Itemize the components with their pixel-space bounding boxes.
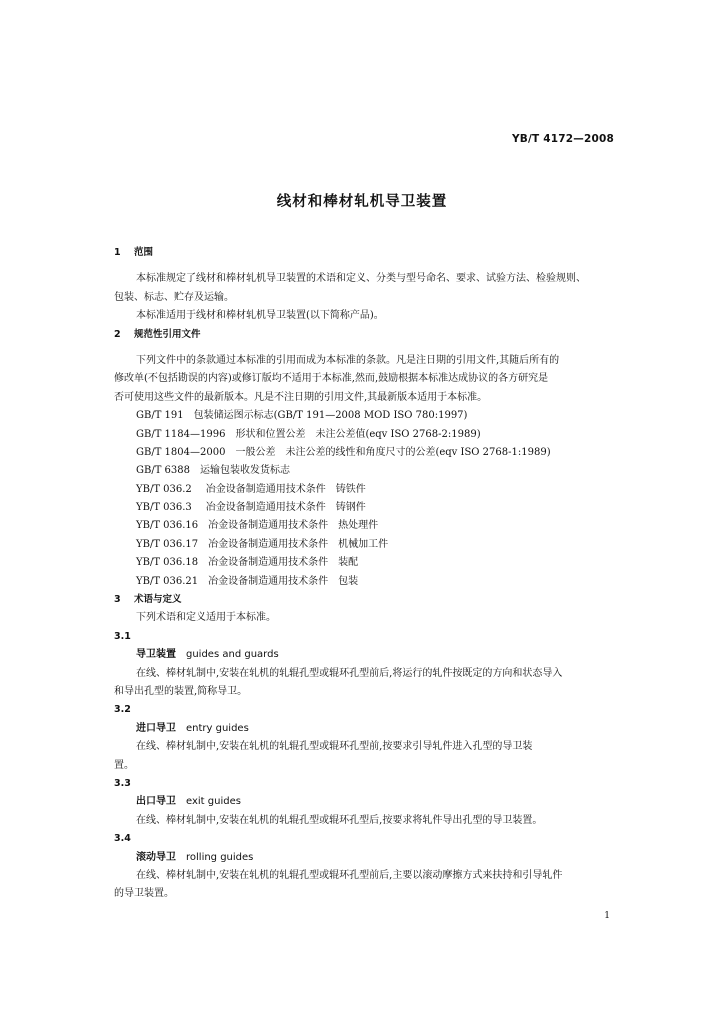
paragraph-line: 下列文件中的条款通过本标准的引用而成为本标准的条款。凡是注日期的引用文件,其随后所有的 <box>136 354 560 366</box>
section-1-heading <box>114 244 614 262</box>
paragraph-line: 本标准规定了线材和棒材轧机导卫装置的术语和定义、分类与型号命名、要求、试验方法、检验规则、 <box>136 273 586 285</box>
reference-title: 冶金设备制造通用技术条件 装配 <box>208 557 359 569</box>
term-en: rolling guides <box>186 851 254 863</box>
reference-title: 冶金设备制造通用技术条件 机械加工件 <box>208 538 389 550</box>
section-3-heading <box>114 591 614 609</box>
reference-title: 冶金设备制造通用技术条件 热处理件 <box>208 520 379 532</box>
reference-item <box>114 444 614 462</box>
reference-item <box>114 573 614 591</box>
term-heading <box>114 793 614 811</box>
term-number: 3.1 <box>114 630 131 642</box>
reference-item <box>114 481 614 499</box>
document-body <box>114 244 614 904</box>
term-number: 3.2 <box>114 704 131 716</box>
section-number: 2 <box>114 328 121 340</box>
term-en: exit guides <box>186 796 241 808</box>
page-number: 1 <box>604 911 610 921</box>
reference-code: YB/T 036.21 <box>136 575 199 587</box>
definition-line: 和导出孔型的装置,简称导卫。 <box>114 685 248 697</box>
reference-code: GB/T 1184—1996 <box>136 428 226 440</box>
term-zh: 滚动导卫 <box>136 851 176 863</box>
paragraph-line: 下列术语和定义适用于本标准。 <box>136 612 276 624</box>
term-en: guides and guards <box>186 649 279 661</box>
term-zh: 导卫装置 <box>136 649 176 661</box>
reference-title: 冶金设备制造通用技术条件 铸钢件 <box>205 502 366 514</box>
reference-title: 形状和位置公差 未注公差值(eqv ISO 2768-2:1989) <box>235 428 481 440</box>
reference-title: 运输包装收发货标志 <box>200 465 291 477</box>
reference-code: YB/T 036.3 <box>136 502 192 514</box>
reference-code: YB/T 036.2 <box>136 483 192 495</box>
definition-line: 在线、棒材轧制中,安装在轧机的轧辊孔型或辊环孔型前后,主要以滚动摩擦方式来扶持和引导轧件 <box>136 869 563 881</box>
section-number: 3 <box>114 594 121 606</box>
term-zh: 出口导卫 <box>136 796 176 808</box>
reference-code: GB/T 191 <box>136 410 184 422</box>
paragraph-line: 包装、标志、贮存及运输。 <box>114 291 234 303</box>
reference-code: YB/T 036.17 <box>136 538 199 550</box>
reference-item <box>114 536 614 554</box>
reference-item <box>114 426 614 444</box>
paragraph-line: 修改单(不包括勘误的内容)或修订版均不适用于本标准,然而,鼓励根据本标准达成协议的各方研究是 <box>114 373 549 385</box>
section-number: 1 <box>114 247 121 258</box>
term-heading <box>114 849 614 867</box>
reference-title: 一般公差 未注公差的线性和角度尺寸的公差(eqv ISO 2768-1:1989) <box>235 446 551 458</box>
paragraph-line: 本标准适用于线材和棒材轧机导卫装置(以下简称产品)。 <box>136 310 384 322</box>
definition-line: 置。 <box>114 759 134 771</box>
definition-line: 在线、棒材轧制中,安装在轧机的轧辊孔型或辊环孔型前,按要求引导轧件进入孔型的导卫装 <box>136 741 533 753</box>
reference-item <box>114 554 614 572</box>
reference-code: GB/T 6388 <box>136 465 191 477</box>
reference-title: 包装储运图示标志(GB/T 191—2008 MOD ISO 780:1997) <box>193 410 468 422</box>
reference-code: YB/T 036.16 <box>136 520 199 532</box>
term-number: 3.3 <box>114 777 131 789</box>
document-title: 线材和棒材轧机导卫装置 <box>276 194 448 210</box>
term-number: 3.4 <box>114 833 131 845</box>
section-title: 规范性引用文件 <box>134 328 201 340</box>
reference-code: GB/T 1804—2000 <box>136 446 226 458</box>
reference-title: 冶金设备制造通用技术条件 包装 <box>208 575 359 587</box>
definition-line: 在线、棒材轧制中,安装在轧机的轧辊孔型或辊环孔型前后,将运行的轧件按既定的方向和状态导入 <box>136 667 563 679</box>
term-zh: 进口导卫 <box>136 722 176 734</box>
section-2-heading <box>114 326 614 344</box>
section-title: 术语与定义 <box>134 594 182 606</box>
reference-item <box>114 407 614 425</box>
reference-item <box>114 517 614 535</box>
reference-code: YB/T 036.18 <box>136 557 199 569</box>
reference-item <box>114 499 614 517</box>
paragraph-line: 否可使用这些文件的最新版本。凡是不注日期的引用文件,其最新版本适用于本标准。 <box>114 391 488 403</box>
definition-line: 在线、棒材轧制中,安装在轧机的轧辊孔型或辊环孔型后,按要求将轧件导出孔型的导卫装置。 <box>136 814 543 826</box>
reference-title: 冶金设备制造通用技术条件 铸铁件 <box>205 483 366 495</box>
term-en: entry guides <box>186 722 249 734</box>
term-heading <box>114 720 614 738</box>
reference-item <box>114 462 614 480</box>
section-title: 范围 <box>134 247 154 258</box>
standard-code: YB/T 4172—2008 <box>511 133 614 145</box>
term-heading <box>114 646 614 664</box>
definition-line: 的导卫装置。 <box>114 888 174 900</box>
